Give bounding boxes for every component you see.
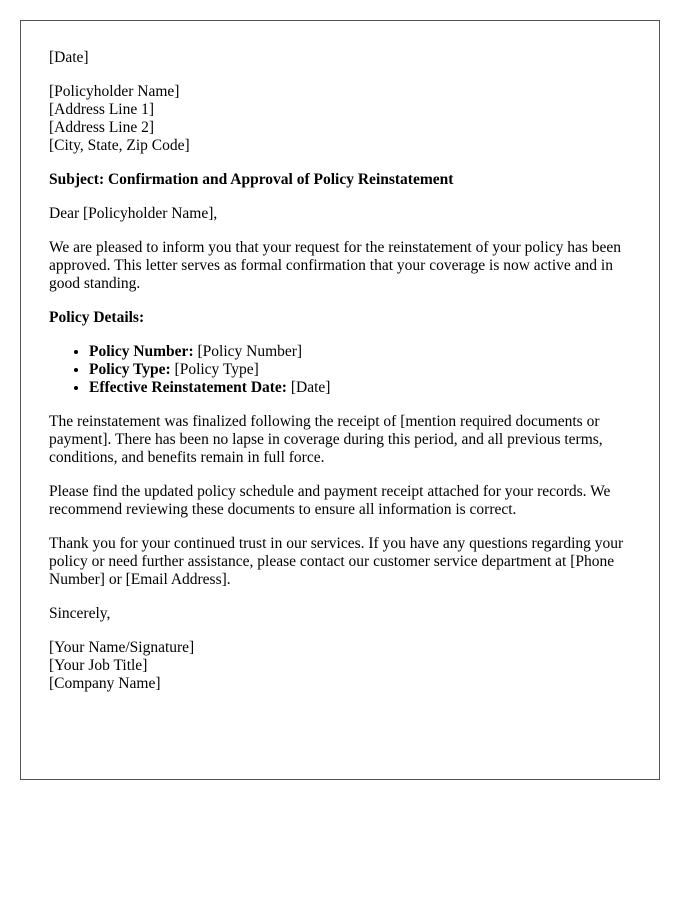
policy-detail-item <box>89 343 631 361</box>
policy-type-value: [Policy Type] <box>170 361 259 378</box>
recipient-city-state-zip: [City, State, Zip Code] <box>49 137 190 154</box>
salutation: Dear [Policyholder Name], <box>49 205 218 222</box>
attachments-paragraph: Please find the updated policy schedule and payment receipt attached for your records. We recommend reviewing these documents to ensure all information is correct. <box>49 483 611 518</box>
recipient-address-line-1: [Address Line 1] <box>49 101 155 118</box>
letter-date: [Date] <box>49 49 89 66</box>
recipient-address-block <box>49 83 631 155</box>
letter-page <box>20 20 660 780</box>
signature-company: [Company Name] <box>49 675 161 692</box>
policy-detail-item <box>89 379 631 397</box>
subject-line: Subject: Confirmation and Approval of Policy Reinstatement <box>49 171 454 188</box>
intro-paragraph: We are pleased to inform you that your request for the reinstatement of your policy has been approved. This letter serves as formal confirmation that your coverage is now active and in good standing. <box>49 239 622 292</box>
policy-detail-item <box>89 361 631 379</box>
signature-name: [Your Name/Signature] <box>49 639 195 656</box>
policy-number-value: [Policy Number] <box>193 343 303 360</box>
effective-date-label: Effective Reinstatement Date: <box>89 379 287 396</box>
policy-number-label: Policy Number: <box>89 343 194 360</box>
policy-details-heading: Policy Details: <box>49 309 145 326</box>
thanks-paragraph: Thank you for your continued trust in our services. If you have any questions regarding your policy or need further assistance, please contact our customer service department at [Phone Number] or [Email Address]. <box>49 535 624 588</box>
effective-date-value: [Date] <box>286 379 331 396</box>
closing: Sincerely, <box>49 605 111 622</box>
policy-type-label: Policy Type: <box>89 361 171 378</box>
recipient-address-line-2: [Address Line 2] <box>49 119 155 136</box>
policy-details-list <box>49 343 631 397</box>
signature-block <box>49 639 631 693</box>
recipient-name: [Policyholder Name] <box>49 83 180 100</box>
signature-title: [Your Job Title] <box>49 657 148 674</box>
date-line <box>49 49 631 67</box>
finalized-paragraph: The reinstatement was finalized following the receipt of [mention required documents or payment]. There has been no lapse in coverage during this period, and all previous terms, conditions, and benefits remain in full force. <box>49 413 603 466</box>
